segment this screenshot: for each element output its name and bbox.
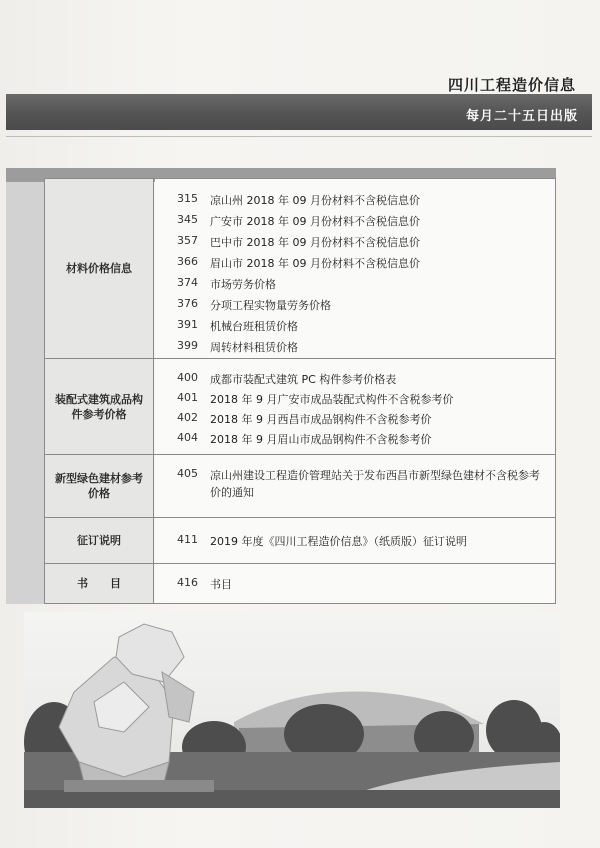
entry-title: 书目 (210, 578, 232, 591)
page-number: 400 (177, 371, 198, 384)
section-items (155, 564, 555, 603)
entry-title: 周转材料租赁价格 (210, 341, 298, 354)
section-category: 装配式建筑成品构件参考价格 (45, 359, 154, 454)
entry-title: 眉山市 2018 年 09 月份材料不含税信息价 (210, 257, 420, 270)
page-number: 376 (177, 297, 198, 310)
page-number: 401 (177, 391, 198, 404)
table-of-contents (6, 168, 556, 604)
publication-schedule: 每月二十五日出版 (465, 109, 578, 124)
lawn (24, 790, 560, 808)
pedestal (64, 780, 214, 792)
entry-title: 分项工程实物量劳务价格 (210, 299, 331, 312)
section-items (155, 359, 555, 454)
entry-title: 成都市装配式建筑 PC 构件参考价格表 (210, 373, 397, 386)
section-items (155, 455, 555, 517)
entry-title: 广安市 2018 年 09 月份材料不含税信息价 (210, 215, 420, 228)
entry-title: 巴中市 2018 年 09 月份材料不含税信息价 (210, 236, 420, 249)
toc-left-margin (6, 182, 44, 604)
page-number: 357 (177, 234, 198, 247)
entry-title: 2018 年 9 月西昌市成品钢构件不含税参考价 (210, 413, 432, 426)
entry-title: 2019 年度《四川工程造价信息》（纸质版）征订说明 (210, 535, 467, 548)
toc-section-prefab (44, 359, 556, 455)
page-number: 402 (177, 411, 198, 424)
page-number: 315 (177, 192, 198, 205)
entry-title: 凉山州 2018 年 09 月份材料不含税信息价 (210, 194, 420, 207)
section-items (155, 518, 555, 563)
page-number: 366 (177, 255, 198, 268)
page-number: 399 (177, 339, 198, 352)
toc-section-materials (44, 178, 556, 359)
toc-section-subscription (44, 518, 556, 564)
divider (6, 136, 592, 137)
page-number: 405 (177, 467, 198, 480)
section-category: 新型绿色建材参考价格 (45, 455, 154, 517)
entry-title: 机械台班租赁价格 (210, 320, 298, 333)
toc-section-green-materials (44, 455, 556, 518)
section-category: 书 目 (45, 564, 154, 603)
page-number: 374 (177, 276, 198, 289)
cover-photo (24, 612, 560, 808)
page-number: 391 (177, 318, 198, 331)
entry-title: 凉山州建设工程造价管理站关于发布西昌市新型绿色建材不含税参考价的通知 (210, 469, 540, 499)
section-category: 材料价格信息 (45, 179, 154, 358)
toc-section-catalog (44, 564, 556, 604)
page-number: 345 (177, 213, 198, 226)
entry-title: 市场劳务价格 (210, 278, 276, 291)
page-number: 404 (177, 431, 198, 444)
entry-title: 2018 年 9 月广安市成品装配式构件不含税参考价 (210, 393, 454, 406)
section-items (155, 179, 555, 358)
entry-title: 2018 年 9 月眉山市成品钢构件不含税参考价 (210, 433, 432, 446)
section-category: 征订说明 (45, 518, 154, 563)
publication-title: 四川工程造价信息 (447, 76, 576, 94)
page-number: 416 (177, 576, 198, 589)
page-number: 411 (177, 533, 198, 546)
